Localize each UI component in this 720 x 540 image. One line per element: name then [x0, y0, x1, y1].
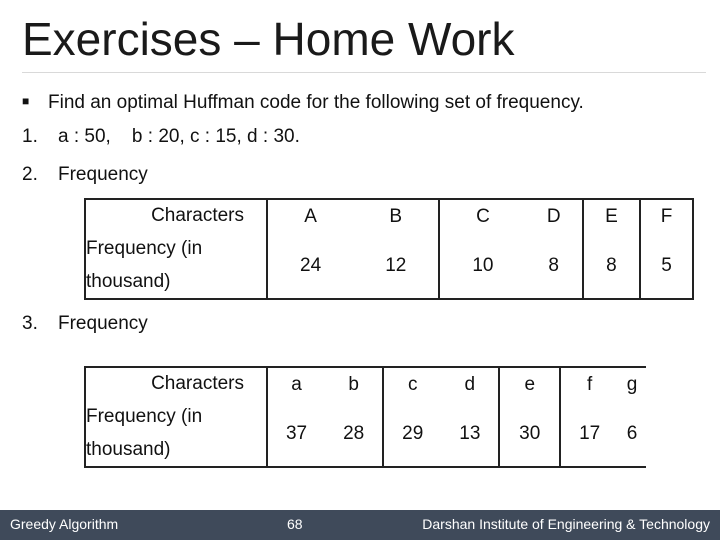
list-number: 3.: [22, 313, 38, 334]
table-cell: B: [353, 199, 439, 233]
characters-label: Characters: [151, 373, 244, 394]
characters-label: Characters: [151, 205, 244, 226]
footer-course: Greedy Algorithm: [10, 516, 119, 532]
table-cell: d: [441, 367, 499, 401]
table-cell: F: [640, 199, 693, 233]
frequency-label: Frequency (in: [86, 406, 203, 427]
table-cell: 13: [441, 401, 499, 467]
frequency-label-cont: thousand): [86, 439, 171, 460]
table-cell: A: [267, 199, 353, 233]
table-cell: 8: [526, 233, 583, 299]
list-text: Frequency: [58, 313, 148, 334]
slide-title: Exercises – Home Work: [22, 13, 515, 65]
frequency-table-1: [84, 198, 694, 300]
table-cell: 28: [325, 401, 383, 467]
list-text: Frequency: [58, 164, 148, 185]
footer-bar: [0, 510, 720, 540]
table-cell: 6: [618, 401, 646, 467]
frequency-label: Frequency (in: [86, 238, 203, 259]
list-item-1: [22, 124, 300, 150]
title-divider: [22, 72, 706, 73]
table-cell: 5: [640, 233, 693, 299]
table-cell: 10: [439, 233, 525, 299]
table-cell: 12: [353, 233, 439, 299]
table-cell: 8: [583, 233, 640, 299]
page-number: 68: [287, 516, 303, 532]
table-cell: 37: [267, 401, 325, 467]
footer-institute: Darshan Institute of Engineering & Technology: [422, 516, 710, 532]
table-cell: f: [560, 367, 618, 401]
list-text: a : 50, b : 20, c : 15, d : 30.: [58, 126, 300, 147]
table-row-labels: [85, 199, 246, 299]
table-cell: E: [583, 199, 640, 233]
table-cell: g: [618, 367, 646, 401]
table-row-labels: [85, 367, 246, 467]
table-cell: b: [325, 367, 383, 401]
list-number: 1.: [22, 126, 38, 147]
table-cell: 24: [267, 233, 353, 299]
table-cell: 29: [383, 401, 441, 467]
frequency-label-cont: thousand): [86, 271, 171, 292]
table-cell: a: [267, 367, 325, 401]
table-cell: 30: [499, 401, 560, 467]
frequency-table-2: [84, 366, 646, 468]
table-cell: C: [439, 199, 525, 233]
table-cell: e: [499, 367, 560, 401]
list-number: 2.: [22, 164, 38, 185]
table-cell: c: [383, 367, 441, 401]
table-cell: D: [526, 199, 583, 233]
bullet-item: [22, 88, 584, 116]
square-bullet-icon: ■: [22, 94, 30, 108]
list-item-2: [22, 162, 148, 188]
bullet-text: Find an optimal Huffman code for the following set of frequency.: [48, 92, 584, 113]
table-cell: 17: [560, 401, 618, 467]
list-item-3: [22, 311, 148, 337]
